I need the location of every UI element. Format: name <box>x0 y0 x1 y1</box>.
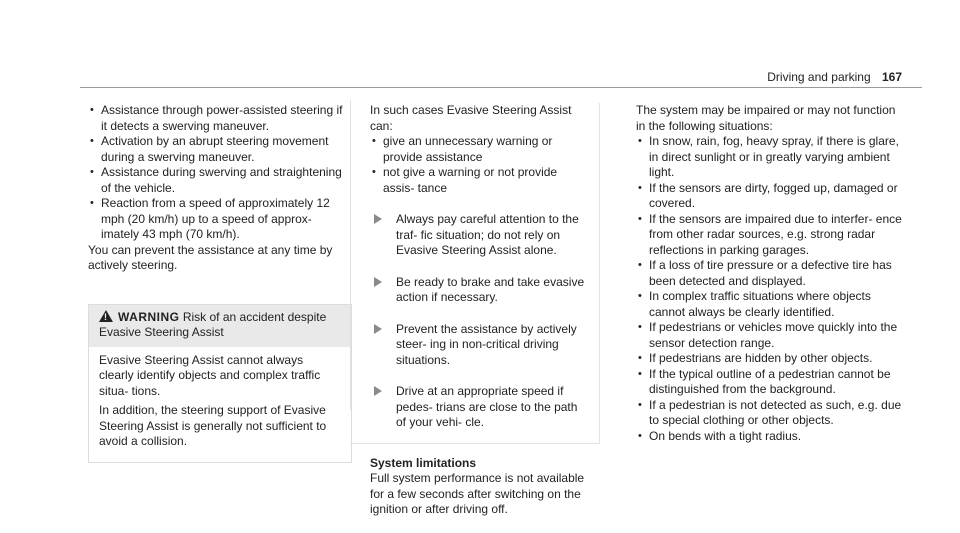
limitation-list <box>636 134 908 444</box>
warning-triangle-icon <box>99 310 113 322</box>
list-item: • If a pedestrian is not detected as such, e.g. due to special clothing or other objects. <box>636 398 908 429</box>
intro-text: The system may be impaired or may not function in the following situations: <box>636 103 896 133</box>
page-number: 167 <box>881 70 902 84</box>
consequence-list <box>370 134 589 196</box>
list-item: • give an unnecessary warning or provide assistance <box>370 134 589 165</box>
list-item: • Activation by an abrupt steering movement during a swerving maneuver. <box>88 134 350 165</box>
action-item <box>370 212 589 259</box>
list-item: • Assistance through power-assisted steering if it detects a swerving maneuver. <box>88 103 350 134</box>
list-item: • If the sensors are impaired due to interfer- ence from other radar sources, e.g. strong radar reflections in parking garages. <box>636 212 908 259</box>
header-rule <box>80 87 922 88</box>
arrow-right-icon <box>374 277 382 287</box>
feature-list <box>88 103 350 243</box>
list-item: • Assistance during swerving and straightening of the vehicle. <box>88 165 350 196</box>
action-item <box>370 322 589 369</box>
arrow-right-icon <box>374 324 382 334</box>
section-text: Full system performance is not available for a few seconds after switching on the ignition or after driving off. <box>370 471 585 516</box>
list-item: • Reaction from a speed of approximately 12 mph (20 km/h) up to a speed of approx- imately 43 mph (70 km/h). <box>88 196 350 243</box>
intro-text: In such cases Evasive Steering Assist can: <box>370 103 572 133</box>
list-item: • If the sensors are dirty, fogged up, damaged or covered. <box>636 181 908 212</box>
section-title: Driving and parking <box>767 70 871 84</box>
list-item: • On bends with a tight radius. <box>636 429 908 445</box>
column-1 <box>88 103 350 463</box>
page-header <box>767 70 902 84</box>
arrow-right-icon <box>374 386 382 396</box>
action-text: Drive at an appropriate speed if pedes- trians are close to the path of your vehi- cle. <box>396 384 578 429</box>
action-text: Be ready to brake and take evasive action if necessary. <box>396 274 585 304</box>
section-heading: System limitations <box>370 455 477 470</box>
note-text: You can prevent the assistance at any time by actively steering. <box>88 242 333 272</box>
warning-paragraph: In addition, the steering support of Evasive Steering Assist is generally not sufficient to avoid a collision. <box>99 403 327 448</box>
list-item: • In snow, rain, fog, heavy spray, if there is glare, in direct sunlight or in greatly varying ambient light. <box>636 134 908 181</box>
list-item: • not give a warning or not provide assis- tance <box>370 165 589 196</box>
action-item <box>370 384 589 431</box>
list-item: • If pedestrians or vehicles move quickly into the sensor detection range. <box>636 320 908 351</box>
list-item: • If the typical outline of a pedestrian cannot be distinguished from the background. <box>636 367 908 398</box>
action-text: Always pay careful attention to the traf- fic situation; do not rely on Evasive Steering Assist alone. <box>396 212 579 257</box>
list-item: • If a loss of tire pressure or a defective tire has been detected and displayed. <box>636 258 908 289</box>
list-item: • In complex traffic situations where objects cannot always be clearly identified. <box>636 289 908 320</box>
warning-title: Risk of an accident despite Evasive Steering Assist <box>99 309 327 339</box>
warning-header <box>89 305 351 347</box>
warning-body <box>89 347 351 462</box>
warning-paragraph: Evasive Steering Assist cannot always clearly identify objects and complex traffic situa- tions. <box>99 352 321 398</box>
warning-continuation <box>350 103 600 444</box>
action-text: Prevent the assistance by actively steer- ing in non-critical driving situations. <box>396 321 577 367</box>
arrow-right-icon <box>374 214 382 224</box>
action-item <box>370 275 589 306</box>
column-3 <box>636 103 908 444</box>
warning-label: WARNING <box>118 309 180 324</box>
warning-box <box>88 304 352 463</box>
column-2 <box>370 103 600 518</box>
list-item: • If pedestrians are hidden by other objects. <box>636 351 908 367</box>
